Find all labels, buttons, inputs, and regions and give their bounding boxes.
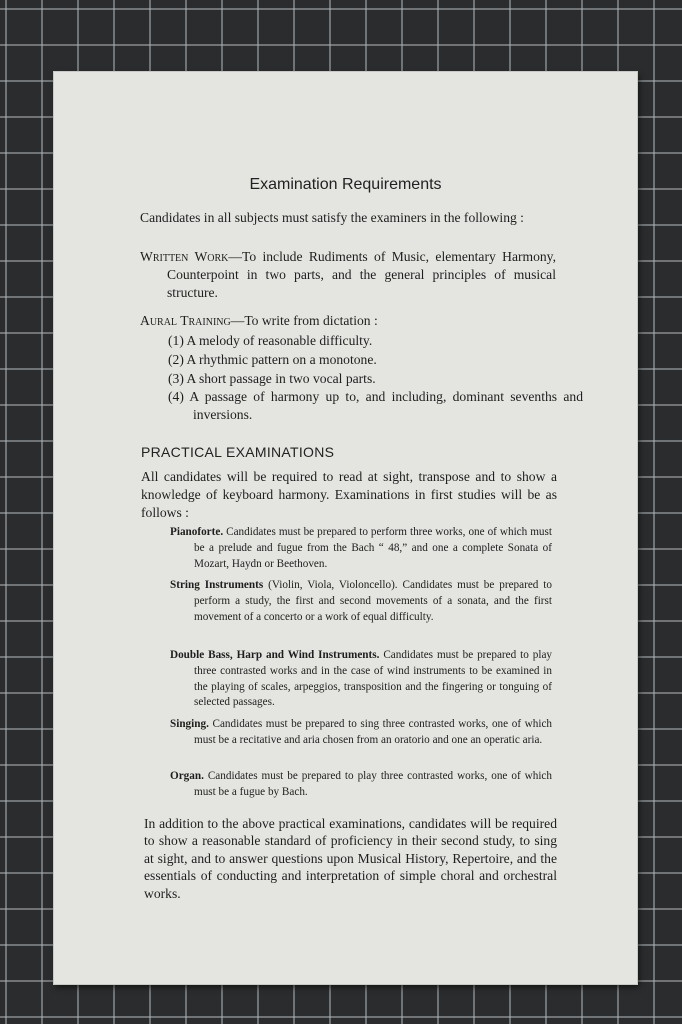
instrument-name: String Instruments — [170, 579, 264, 591]
written-work-label: Written Work — [140, 249, 229, 264]
aural-training-paragraph — [140, 312, 556, 330]
document-page — [54, 72, 637, 984]
intro-paragraph: Candidates in all subjects must satisfy the examiners in the following : — [140, 210, 524, 225]
practical-heading: PRACTICAL EXAMINATIONS — [141, 444, 335, 460]
instrument-name: Double Bass, Harp and Wind Instruments. — [170, 649, 380, 661]
aural-list-item: (3) A short passage in two vocal parts. — [168, 371, 376, 386]
closing-paragraph: In addition to the above practical examinations, candidates will be required to show a reasonable standard of proficiency in their second study, to sing at sight, and to answer questions upon Musical History, Repertoire, and the essentials of conducting and interpretation of simple choral and orchestral works. — [144, 816, 557, 901]
instrument-name: Singing. — [170, 718, 209, 730]
instrument-double-bass-harp-wind — [170, 648, 552, 711]
instrument-text: Candidates must be prepared to perform three works, one of which must be a prelude and fugue from the Bach “ 48,” and one a complete Sonata of Mozart, Haydn or Beethoven. — [194, 526, 552, 570]
aural-list-item: (1) A melody of reasonable difficulty. — [168, 333, 373, 348]
written-work-paragraph — [140, 248, 556, 302]
page-title: Examination Requirements — [249, 176, 442, 193]
aural-list-item: (2) A rhythmic pattern on a monotone. — [168, 352, 377, 367]
instrument-singing — [170, 717, 552, 749]
aural-training-label: Aural Training — [140, 313, 231, 328]
instrument-organ — [170, 769, 552, 801]
instrument-text: (Violin, Viola, Violoncello). Candidates must be prepared to perform a study, the first and second movements of a sonata, and the first movement of a concerto or a work of equal difficulty. — [194, 579, 553, 623]
instrument-text: Candidates must be prepared to play three contrasted works and in the case of wind instruments to be examined in the playing of scales, arpeggios, transposition and the fingering or tonguing of selected passages. — [194, 649, 552, 709]
practical-intro-paragraph: All candidates will be required to read at sight, transpose and to show a knowledge of keyboard harmony. Examinations in first studies will be as follows : — [141, 469, 557, 520]
instrument-name: Organ. — [170, 770, 204, 782]
instrument-text: Candidates must be prepared to play three contrasted works, one of which must be a fugue by Bach. — [194, 770, 552, 798]
written-work-text: —To include Rudiments of Music, elementary Harmony, Counterpoint in two parts, and the general principles of musical structure. — [167, 249, 556, 300]
instrument-strings — [170, 578, 552, 625]
instrument-text: Candidates must be prepared to sing three contrasted works, one of which must be a recitative and aria chosen from an oratorio and one an operatic aria. — [194, 718, 552, 746]
aural-list-item: (4) A passage of harmony up to, and including, dominant sevenths and inversions. — [168, 389, 583, 422]
aural-training-text: —To write from dictation : — [230, 313, 378, 328]
instrument-pianoforte — [170, 525, 552, 572]
instrument-name: Pianoforte. — [170, 526, 224, 538]
